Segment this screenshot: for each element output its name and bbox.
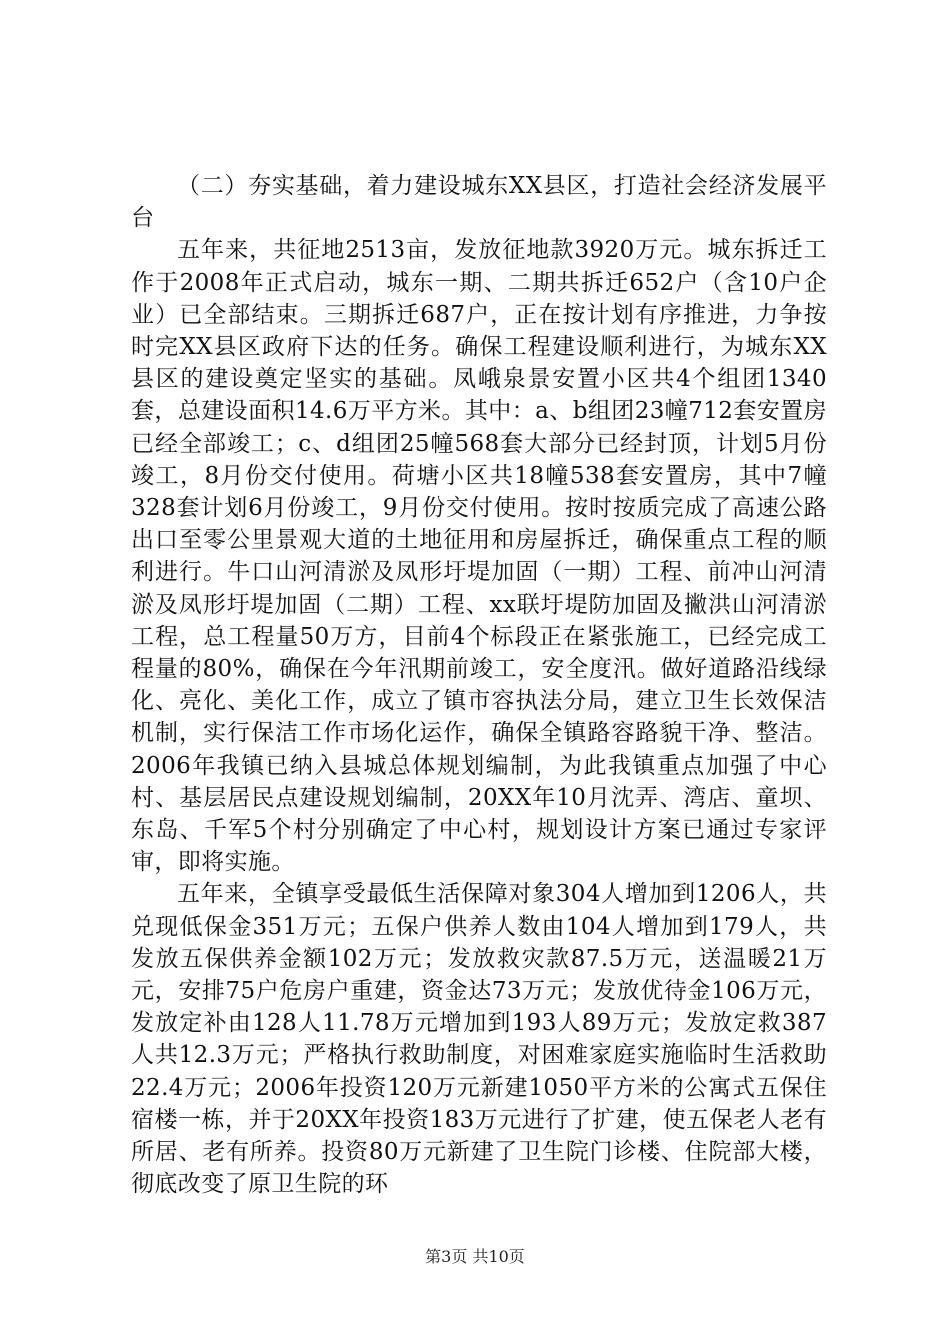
body-paragraph: 五年来，共征地2513亩，发放征地款3920万元。城东拆迁工作于2008年正式启动，城东一期、二期共拆迁652户（含10户企业）已全部结束。三期拆迁687户，正在按计划有序推进，力争按时完XX县区政府下达的任务。确保工程建设顺利进行，为城东XX县区的建设奠定坚实的基础。凤峨泉景安置小区共4个组团1340套，总建设面积14.6万平方米。其中：a、b组团23幢712套安置房已经全部竣工；c、d组团25幢568套大部分已经封顶，计划5月份竣工，8月份交付使用。荷塘小区共18幢538套安置房，其中7幢328套计划6月份竣工，9月份交付使用。按时按质完成了高速公路出口至零公里景观大道的土地征用和房屋拆迁，确保重点工程的顺利进行。牛口山河清淤及凤形圩堤加固（一期）工程、前冲山河清淤及凤形圩堤加固（二期）工程、xx联圩堤防加固及撇洪山河清淤工程，总工程量50万方，目前4个标段正在紧张施工，已经完成工程量的80%，确保在今年汛期前竣工，安全度汛。做好道路沿线绿化、亮化、美化工作，成立了镇市容执法分局，建立卫生长效保洁机制，实行保洁工作市场化运作，确保全镇路容路貌干净、整洁。2006年我镇已纳入县城总体规划编制，为此我镇重点加强了中心村、基层居民点建设规划编制，20XX年10月沈弄、湾店、童坝、东岛、千军5个村分别确定了中心村，规划设计方案已通过专家评审，即将实施。: [131, 237, 827, 876]
document-body: [131, 170, 827, 1201]
section-heading-paragraph: （二）夯实基础，着力建设城东XX县区，打造社会经济发展平台: [131, 173, 827, 232]
page-number-footer: 第3页 共10页: [425, 1247, 525, 1266]
body-paragraph: 五年来，全镇享受最低生活保障对象304人增加到1206人，共兑现低保金351万元；五保户供养人数由104人增加到179人，共发放五保供养金额102万元；发放救灾款87.5万元，送温暖21万元，安排75户危房户重建，资金达73万元；发放优待金106万元，发放定补由128人11.78万元增加到193人89万元；发放定救387人共12.3万元；严格执行救助制度，对困难家庭实施临时生活救助22.4万元；2006年投资120万元新建1050平方米的公寓式五保住宿楼一栋，并于20XX年投资183万元进行了扩建，使五保老人老有所居、老有所养。投资80万元新建了卫生院门诊楼、住院部大楼，彻底改变了原卫生院的环: [131, 881, 827, 1198]
